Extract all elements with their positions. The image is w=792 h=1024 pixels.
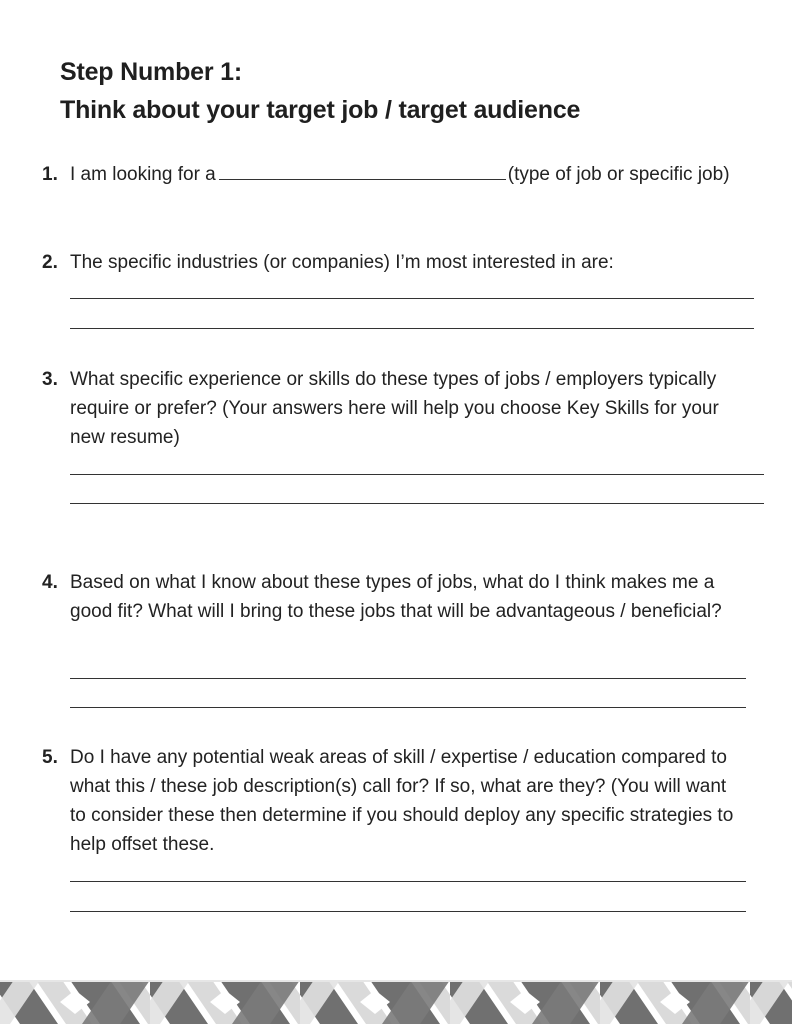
question-2-number: 2. xyxy=(42,252,58,273)
title-subtitle: Think about your target job / target audience xyxy=(60,96,581,124)
question-1-number: 1. xyxy=(42,164,58,185)
job-type-blank[interactable] xyxy=(219,161,506,180)
question-3-number: 3. xyxy=(42,369,58,390)
question-4-number: 4. xyxy=(42,572,58,593)
page-title xyxy=(60,53,580,129)
question-1-text-before: I am looking for a xyxy=(70,164,216,185)
question-1 xyxy=(70,160,750,189)
answer-line-5b[interactable] xyxy=(70,911,746,912)
question-4-text: Based on what I know about these types of jobs, what do I think makes me a good fit? What will I bring to these jobs that will be advantageous / beneficial? xyxy=(70,572,722,622)
question-2-text: The specific industries (or companies) I’m most interested in are: xyxy=(70,252,614,273)
hexagon-pattern-graphic xyxy=(0,980,792,1024)
answer-line-3a[interactable] xyxy=(70,474,764,475)
answer-line-5a[interactable] xyxy=(70,881,746,882)
answer-line-2b[interactable] xyxy=(70,328,754,329)
answer-line-2a[interactable] xyxy=(70,298,754,299)
answer-line-3b[interactable] xyxy=(70,503,764,504)
question-5-number: 5. xyxy=(42,747,58,768)
question-1-text-after: (type of job or specific job) xyxy=(507,164,730,185)
answer-line-4b[interactable] xyxy=(70,707,746,708)
title-step: Step Number 1: xyxy=(60,58,242,86)
question-3-text: What specific experience or skills do these types of jobs / employers typically require or prefer? (Your answers here will help you choose Key Skills for your new resume) xyxy=(70,369,719,448)
question-5-text: Do I have any potential weak areas of skill / expertise / education compared to what this / these job description(s) call for? If so, what are they? (You will want to consider these then determine if you should deploy any specific strategies to help offset these. xyxy=(70,747,734,855)
footer-pattern xyxy=(0,980,792,1024)
answer-line-4a[interactable] xyxy=(70,678,746,679)
